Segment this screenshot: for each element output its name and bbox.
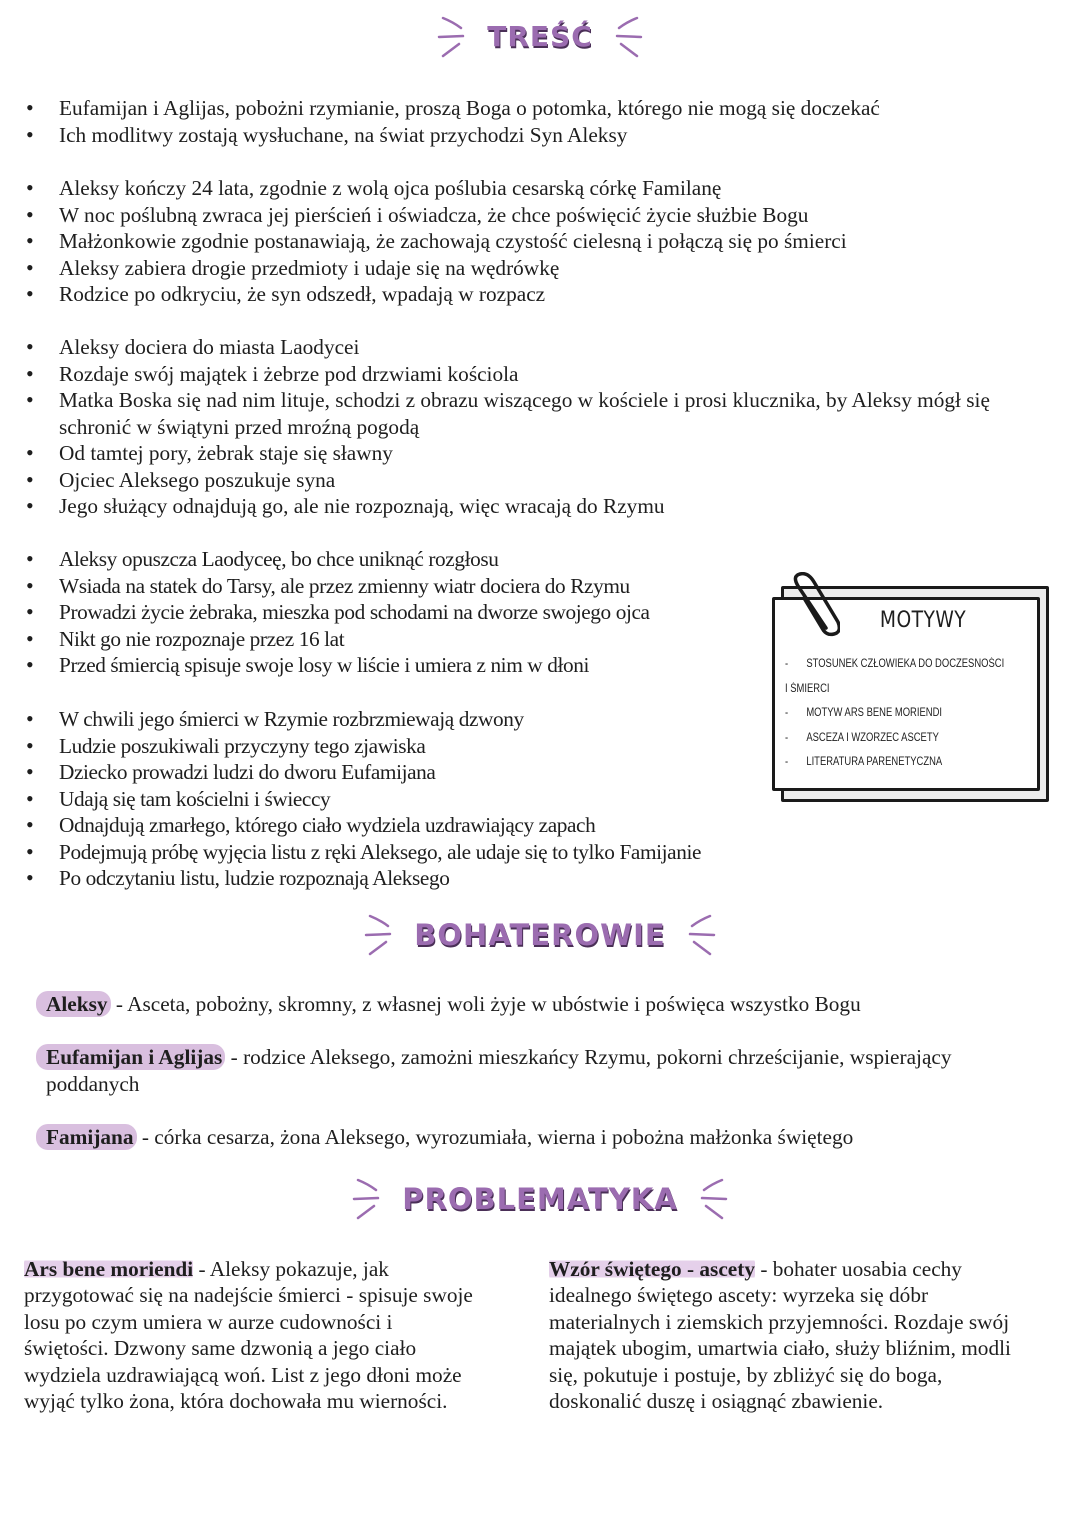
plot-group-4 bbox=[26, 546, 650, 679]
paperclip-icon bbox=[780, 572, 840, 642]
sparkle-rays-right-icon bbox=[605, 12, 645, 62]
list-item: • Małżonkowie zgodnie postanawiają, że zachowają czystość cielesną i połączą się po śmierci bbox=[26, 228, 847, 255]
sparkle-rays-right-icon bbox=[678, 910, 718, 960]
list-item: • Od tamtej pory, żebrak staje się sławny bbox=[26, 440, 1019, 467]
list-item: • Dziecko prowadzi ludzi do dworu Eufamijana bbox=[26, 759, 701, 786]
list-item: • Ojciec Aleksego poszukuje syna bbox=[26, 467, 1019, 494]
list-item: • Nikt go nie rozpoznaje przez 16 lat bbox=[26, 626, 650, 653]
character-description: - rodzice Aleksego, zamożni mieszkańcy Rzymu, pokorni chrześcijanie, wspierający poddanych bbox=[46, 1045, 952, 1096]
list-item: • Podejmują próbę wyjęcia listu z ręki Aleksego, ale udaje się to tylko Famijanie bbox=[26, 839, 701, 866]
motywy-title: MOTYWY bbox=[879, 608, 967, 633]
problem-term: Wzór świętego - ascety bbox=[549, 1257, 755, 1281]
plot-group-5 bbox=[26, 706, 701, 892]
sparkle-rays-left-icon bbox=[350, 1174, 390, 1224]
list-item: • Przed śmiercią spisuje swoje losy w liście i umiera z nim w dłoni bbox=[26, 652, 650, 679]
character-eufamijan-aglijas bbox=[46, 1044, 1046, 1097]
character-description: - córka cesarza, żona Aleksego, wyrozumiała, wierna i pobożna małżonka świętego bbox=[136, 1125, 854, 1149]
list-item: • Rozdaje swój majątek i żebrze pod drzwiami kościola bbox=[26, 361, 1019, 388]
list-item: • Matka Boska się nad nim lituje, schodzi z obrazu wiszącego w kościele i prosi klucznika, by Aleksy mógł się schronić w świątyni przed mroźną pogodą bbox=[26, 387, 1019, 440]
problem-text: - Aleksy pokazuje, jak przygotować się na nadejście śmierci - spisuje swoje losu po czym umiera w aurze cudowności i świętości. Dzwony same dzwonią a jego ciało wydziela uzdrawiającą woń. List z jego dłoni może wyjąć tylko żona, która dochowała mu wierności. bbox=[24, 1257, 473, 1414]
problem-text: - bohater uosabia cechy idealnego świętego ascety: wyrzeka się dóbr materialnych i ziemskich przyjemności. Rozdaje swój majątek ubogim, umartwia ciało, służy bliźnim, modli się, pokutuje i postuje, by zbliżyć się do boga, doskonalić duszę i osiągnąć zbawienie. bbox=[549, 1257, 1011, 1414]
character-famijana bbox=[46, 1124, 1046, 1151]
plot-group-1 bbox=[26, 95, 880, 148]
motyw-item: - MOTYW ARS BENE MORIENDI bbox=[785, 707, 943, 719]
heading-tresc bbox=[0, 20, 1080, 53]
problem-term: Ars bene moriendi bbox=[24, 1257, 194, 1281]
character-aleksy bbox=[46, 991, 1046, 1018]
heading-bohaterowie-text: BOHATEROWIE bbox=[414, 918, 666, 952]
list-item: • Rodzice po odkryciu, że syn odszedł, wpadają w rozpacz bbox=[26, 281, 847, 308]
list-item: • Aleksy zabiera drogie przedmioty i udaje się na wędrówkę bbox=[26, 255, 847, 282]
list-item: • Aleksy opuszcza Laodyceę, bo chce uniknąć rozgłosu bbox=[26, 546, 650, 573]
list-item: • Jego służący odnajdują go, ale nie rozpoznają, więc wracają do Rzymu bbox=[26, 493, 1019, 520]
character-name: Aleksy bbox=[36, 991, 111, 1017]
sparkle-rays-left-icon bbox=[362, 910, 402, 960]
motywy-note-card bbox=[772, 572, 1052, 802]
problem-wzor-swietego bbox=[549, 1256, 1019, 1414]
plot-group-3 bbox=[26, 334, 1019, 520]
character-name: Famijana bbox=[36, 1124, 137, 1150]
list-item: • W chwili jego śmierci w Rzymie rozbrzmiewają dzwony bbox=[26, 706, 701, 733]
plot-group-2 bbox=[26, 175, 847, 308]
list-item: • Po odczytaniu listu, ludzie rozpoznają Aleksego bbox=[26, 865, 701, 892]
list-item: • Udają się tam kościelni i świeccy bbox=[26, 786, 701, 813]
motyw-item: - STOSUNEK CZŁOWIEKA DO DOCZESNOŚCI bbox=[785, 658, 1005, 670]
sparkle-rays-left-icon bbox=[435, 12, 475, 62]
problem-ars-bene-moriendi bbox=[24, 1256, 474, 1414]
list-item: • Aleksy dociera do miasta Laodycei bbox=[26, 334, 1019, 361]
heading-problematyka bbox=[0, 1182, 1080, 1216]
motyw-item: - LITERATURA PARENETYCZNA bbox=[785, 756, 943, 768]
heading-bohaterowie bbox=[0, 918, 1080, 952]
list-item: • Wsiada na statek do Tarsy, ale przez zmienny wiatr dociera do Rzymu bbox=[26, 573, 650, 600]
list-item: • Prowadzi życie żebraka, mieszka pod schodami na dworze swojego ojca bbox=[26, 599, 650, 626]
motyw-item: - ASCEZA I WZORZEC ASCETY bbox=[785, 731, 939, 744]
list-item: • W noc poślubną zwraca jej pierścień i oświadcza, że chce poświęcić życie służbie Bogu bbox=[26, 202, 847, 229]
list-item: • Odnajdują zmarłego, którego ciało wydziela uzdrawiający zapach bbox=[26, 812, 701, 839]
character-description: - Asceta, pobożny, skromny, z własnej woli żyje w ubóstwie i poświęca wszystko Bogu bbox=[110, 992, 861, 1016]
sparkle-rays-right-icon bbox=[690, 1174, 730, 1224]
list-item: • Ich modlitwy zostają wysłuchane, na świat przychodzi Syn Aleksy bbox=[26, 122, 880, 149]
character-name: Eufamijan i Aglijas bbox=[36, 1044, 225, 1070]
motywy-list bbox=[785, 652, 1033, 775]
heading-problematyka-text: PROBLEMATYKA bbox=[402, 1182, 678, 1216]
heading-tresc-text: TREŚĆ bbox=[487, 20, 593, 53]
motyw-item-continued: I ŚMIERCI bbox=[785, 682, 830, 695]
list-item: • Ludzie poszukiwali przyczyny tego zjawiska bbox=[26, 733, 701, 760]
list-item: • Eufamijan i Aglijas, pobożni rzymianie, proszą Boga o potomka, którego nie mogą się doczekać bbox=[26, 95, 880, 122]
list-item: • Aleksy kończy 24 lata, zgodnie z wolą ojca poślubia cesarską córkę Familanę bbox=[26, 175, 847, 202]
